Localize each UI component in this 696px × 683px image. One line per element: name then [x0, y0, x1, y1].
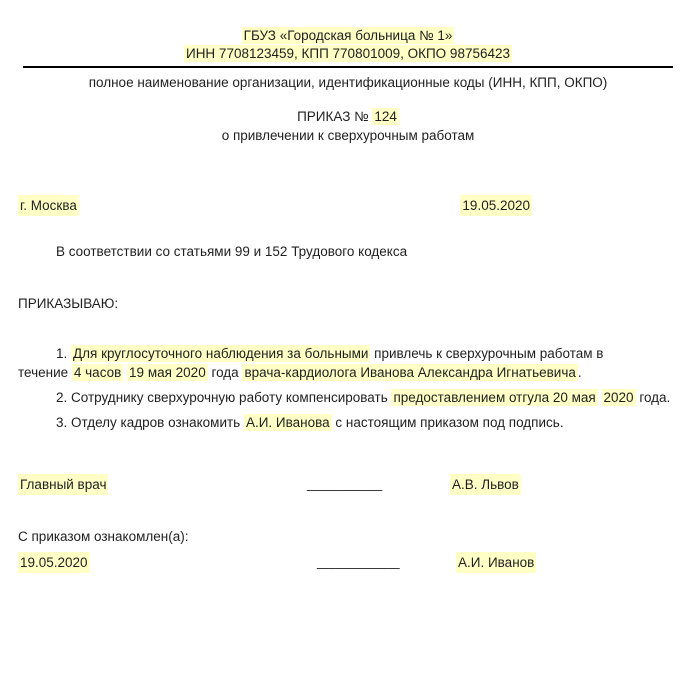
text-segment: с настоящим приказом под подпись.	[331, 415, 564, 430]
text-segment: течение	[18, 365, 72, 380]
text-segment	[598, 390, 602, 405]
text-segment: .	[577, 365, 582, 380]
order-item-2	[18, 388, 678, 407]
text-segment: 2. Сотруднику сверхурочную работу компенсировать	[56, 390, 392, 405]
order-date: 19.05.2020	[460, 195, 532, 216]
signatory-position: Главный врач	[18, 474, 108, 495]
place-label: г. Москва	[18, 195, 79, 216]
highlighted-field: 2020	[603, 390, 634, 405]
signatory-name: А.В. Львов	[450, 474, 521, 495]
text-segment: года.	[635, 390, 671, 405]
order-title-prefix: ПРИКАЗ №	[297, 109, 373, 124]
highlighted-field: предоставлением отгула 20 мая	[393, 390, 596, 405]
order-item-1	[18, 344, 678, 382]
highlighted-field: 19 мая 2020	[129, 365, 206, 380]
order-subtitle: о привлечении к сверхурочным работам	[221, 128, 475, 143]
acknowledgement-signature-line: ___________	[317, 554, 400, 569]
text-segment: 1.	[56, 346, 72, 361]
header-divider	[23, 66, 673, 68]
signature-row-employee	[0, 552, 696, 572]
signature-row-head	[0, 474, 696, 494]
command-word: ПРИКАЗЫВАЮ:	[18, 296, 119, 311]
highlighted-field: А.И. Иванова	[245, 415, 330, 430]
highlighted-field: 4 часов	[73, 365, 122, 380]
org-name-highlight: ГБУЗ «Городская больница № 1»	[243, 28, 453, 43]
org-name	[18, 26, 678, 45]
text-segment: 3. Отделу кадров ознакомить	[56, 415, 244, 430]
signature-line: __________	[307, 476, 383, 491]
order-title	[18, 107, 678, 126]
text-segment: привлечь к сверхурочным работам в	[370, 346, 604, 361]
highlighted-field: Для круглосуточного наблюдения за больными	[73, 346, 369, 361]
acknowledgement-name: А.И. Иванов	[456, 552, 536, 573]
org-codes-highlight: ИНН 7708123459, КПП 770801009, ОКПО 98756423	[185, 46, 510, 61]
intro-paragraph: В соответствии со статьями 99 и 152 Трудового кодекса	[56, 244, 408, 259]
acknowledgement-label: С приказом ознакомлен(а):	[18, 529, 189, 544]
org-codes	[18, 44, 678, 63]
acknowledgement-date: 19.05.2020	[18, 552, 90, 573]
order-number-highlight: 124	[374, 109, 397, 124]
order-item-3	[18, 413, 678, 432]
header-caption: полное наименование организации, идентификационные коды (ИНН, КПП, ОКПО)	[88, 75, 608, 90]
highlighted-field: врача-кардиолога Иванова Александра Игнатьевича	[244, 365, 576, 380]
text-segment: года	[207, 365, 243, 380]
